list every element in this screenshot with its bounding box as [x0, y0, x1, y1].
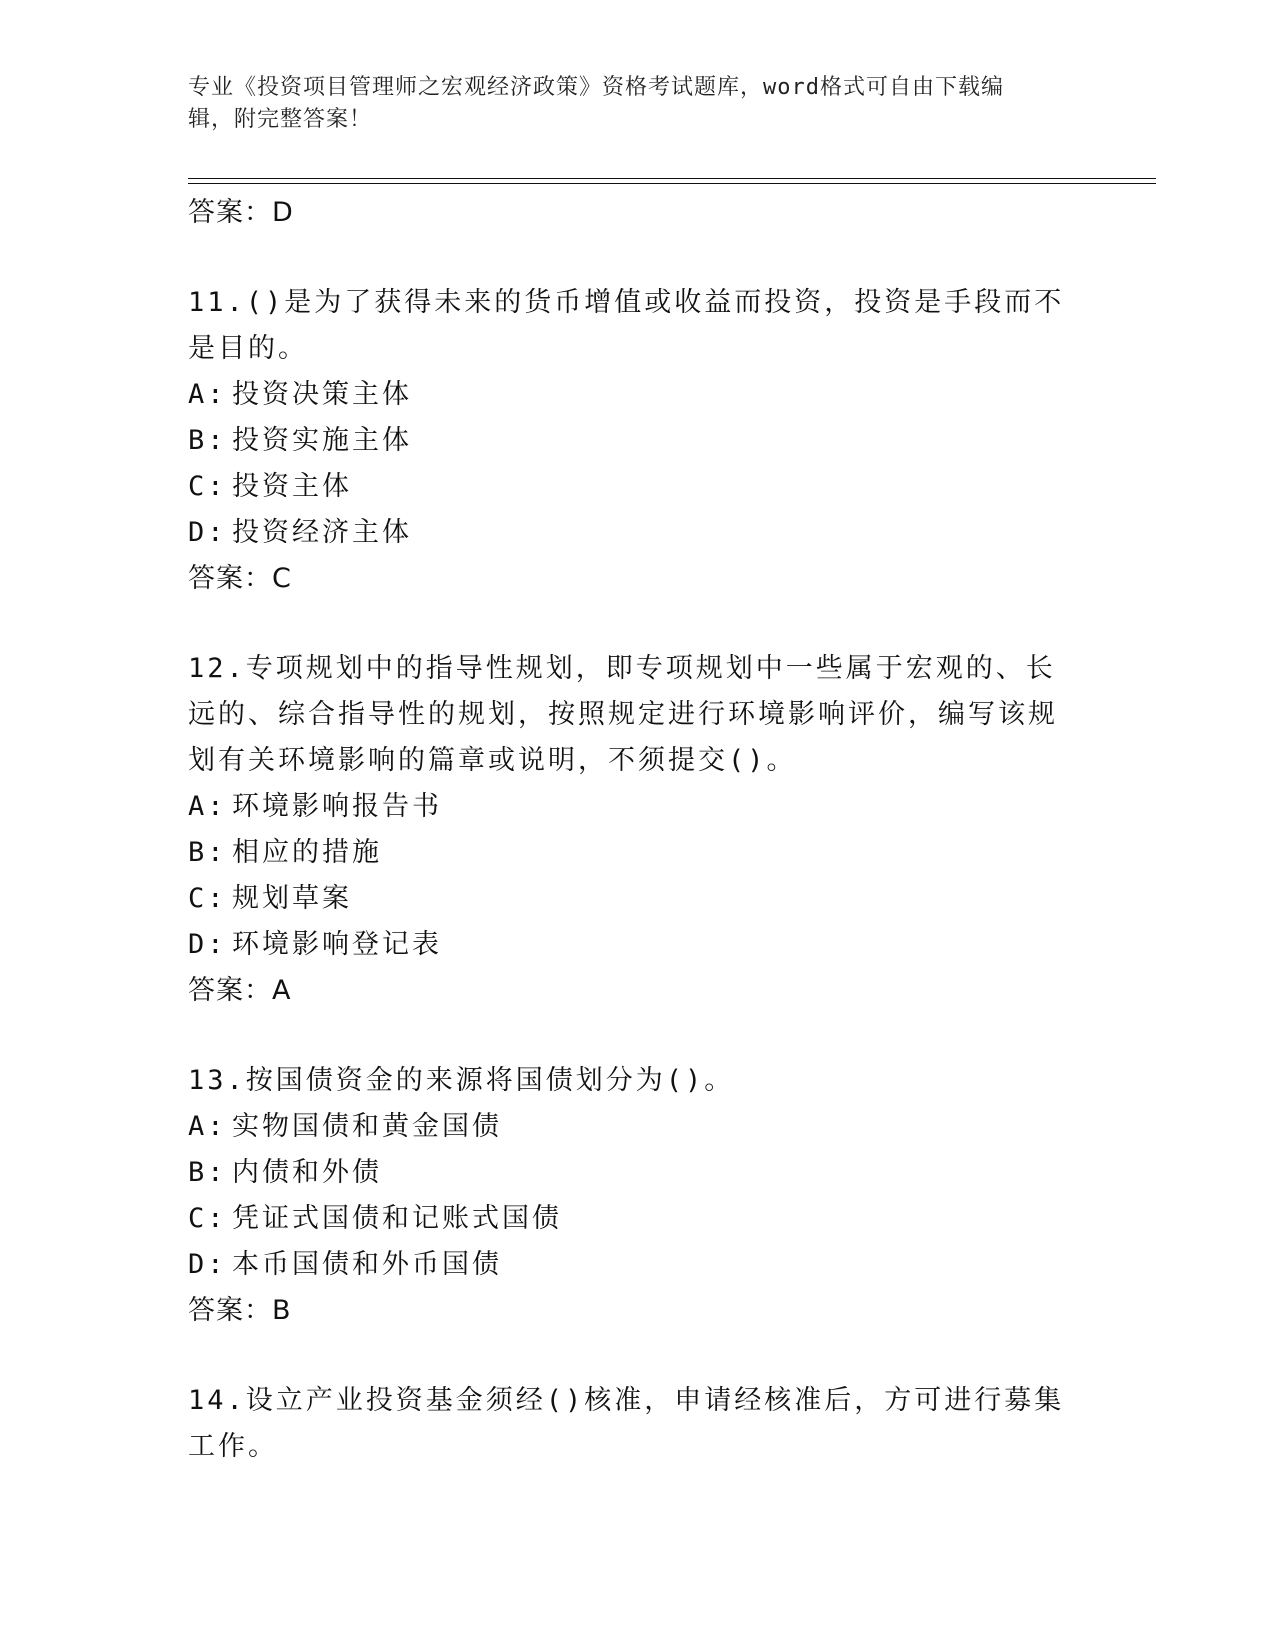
- question-text: 11.()是为了获得未来的货币增值或收益而投资，投资是手段而不是目的。: [188, 287, 1065, 364]
- header-divider-top: [188, 178, 1156, 179]
- option-b: [188, 418, 1088, 464]
- option-letter: A:: [188, 791, 227, 822]
- option-d: [188, 922, 1088, 968]
- option-letter: C:: [188, 471, 227, 502]
- question-12: [188, 646, 1088, 1014]
- document-header: [188, 72, 1068, 136]
- option-letter: D:: [188, 517, 227, 548]
- header-divider-bottom: [188, 183, 1156, 184]
- option-text: 凭证式国债和记账式国债: [232, 1203, 562, 1234]
- option-letter: A:: [188, 379, 227, 410]
- option-letter: B:: [188, 425, 227, 456]
- option-text: 投资主体: [232, 471, 352, 502]
- option-text: 投资实施主体: [232, 425, 412, 456]
- option-letter: C:: [188, 1203, 227, 1234]
- option-text: 环境影响登记表: [232, 929, 442, 960]
- option-a: [188, 372, 1088, 418]
- option-d: [188, 1242, 1088, 1288]
- option-text: 内债和外债: [232, 1157, 382, 1188]
- option-letter: B:: [188, 1157, 227, 1188]
- option-c: [188, 464, 1088, 510]
- option-a: [188, 1104, 1088, 1150]
- option-text: 相应的措施: [232, 837, 382, 868]
- option-letter: A:: [188, 1111, 227, 1142]
- question-text: 13.按国债资金的来源将国债划分为()。: [188, 1065, 735, 1096]
- question-answer: 答案：C: [188, 563, 292, 594]
- option-d: [188, 510, 1088, 556]
- question-13: [188, 1058, 1088, 1334]
- option-letter: D:: [188, 1249, 227, 1280]
- option-b: [188, 1150, 1088, 1196]
- option-text: 规划草案: [232, 883, 352, 914]
- option-c: [188, 1196, 1088, 1242]
- question-list: [188, 190, 1088, 1470]
- option-text: 本币国债和外币国债: [232, 1249, 502, 1280]
- header-line-2: 辑，附完整答案！: [188, 107, 373, 132]
- option-text: 环境影响报告书: [232, 791, 442, 822]
- question-14: [188, 1378, 1088, 1470]
- option-letter: C:: [188, 883, 227, 914]
- header-line-1: 专业《投资项目管理师之宏观经济政策》资格考试题库，word格式可自由下载编: [188, 75, 1004, 100]
- question-answer: 答案：A: [188, 975, 292, 1006]
- option-text: 投资经济主体: [232, 517, 412, 548]
- option-text: 投资决策主体: [232, 379, 412, 410]
- previous-answer: 答案：D: [188, 197, 294, 228]
- option-b: [188, 830, 1088, 876]
- question-11: [188, 280, 1088, 602]
- option-text: 实物国债和黄金国债: [232, 1111, 502, 1142]
- option-letter: B:: [188, 837, 227, 868]
- question-text: 12.专项规划中的指导性规划，即专项规划中一些属于宏观的、长远的、综合指导性的规划，按照规定进行环境影响评价，编写该规划有关环境影响的篇章或说明，不须提交()。: [188, 653, 1058, 776]
- option-letter: D:: [188, 929, 227, 960]
- question-answer: 答案：B: [188, 1295, 292, 1326]
- question-text: 14.设立产业投资基金须经()核准，申请经核准后，方可进行募集工作。: [188, 1385, 1065, 1462]
- option-c: [188, 876, 1088, 922]
- option-a: [188, 784, 1088, 830]
